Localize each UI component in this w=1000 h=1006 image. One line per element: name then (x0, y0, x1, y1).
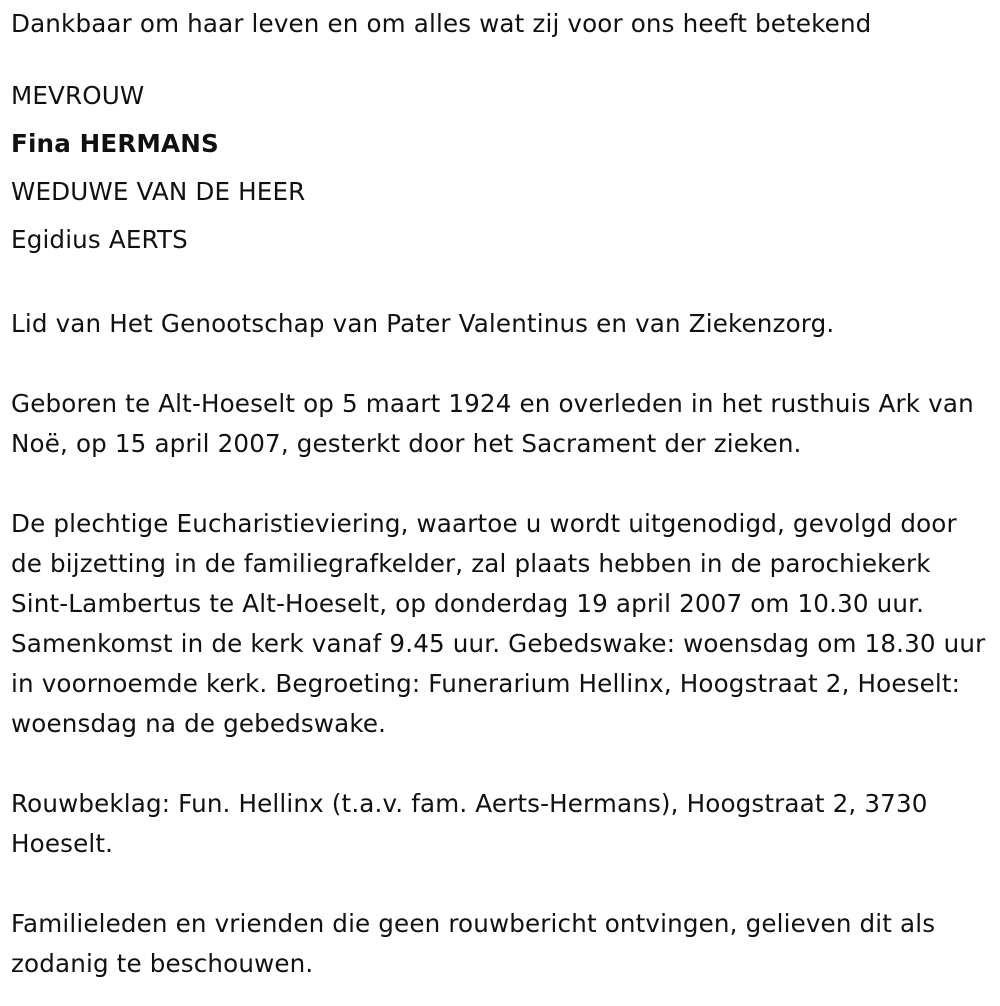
intro-line: Dankbaar om haar leven en om alles wat zij voor ons heeft betekend (11, 9, 872, 38)
deceased-block (11, 72, 988, 264)
condolences-paragraph: Rouwbeklag: Fun. Hellinx (t.a.v. fam. Aerts-Hermans), Hoogstraat 2, 3730 Hoeselt. (11, 789, 928, 858)
closing-paragraph: Familieleden en vrienden die geen rouwbericht ontvingen, gelieven dit als zodanig te beschouwen. (11, 909, 936, 978)
title-prefix: MEVROUW (11, 81, 145, 110)
birth-death-paragraph: Geboren te Alt-Hoeselt op 5 maart 1924 en overleden in het rusthuis Ark van Noë, op 15 april 2007, gesterkt door het Sacrament der zieken. (11, 389, 974, 458)
relation-line: WEDUWE VAN DE HEER (11, 177, 306, 206)
ceremony-paragraph: De plechtige Eucharistieviering, waartoe u wordt uitgenodigd, gevolgd door de bijzetting in de familiegrafkelder, zal plaats hebben in de parochiekerk Sint-Lambertus te Alt-Hoeselt, op donderdag 19 april 2007 om 10.30 uur. Samenkomst in de kerk vanaf 9.45 uur. Gebedswake: woensdag om 18.30 uur in voornoemde kerk. Begroeting: Funerarium Hellinx, Hoogstraat 2, Hoeselt: woensdag na de gebedswake. (11, 509, 986, 738)
spouse-name: Egidius AERTS (11, 225, 188, 254)
membership-paragraph: Lid van Het Genootschap van Pater Valentinus en van Ziekenzorg. (11, 309, 835, 338)
deceased-name: Fina HERMANS (11, 129, 219, 158)
